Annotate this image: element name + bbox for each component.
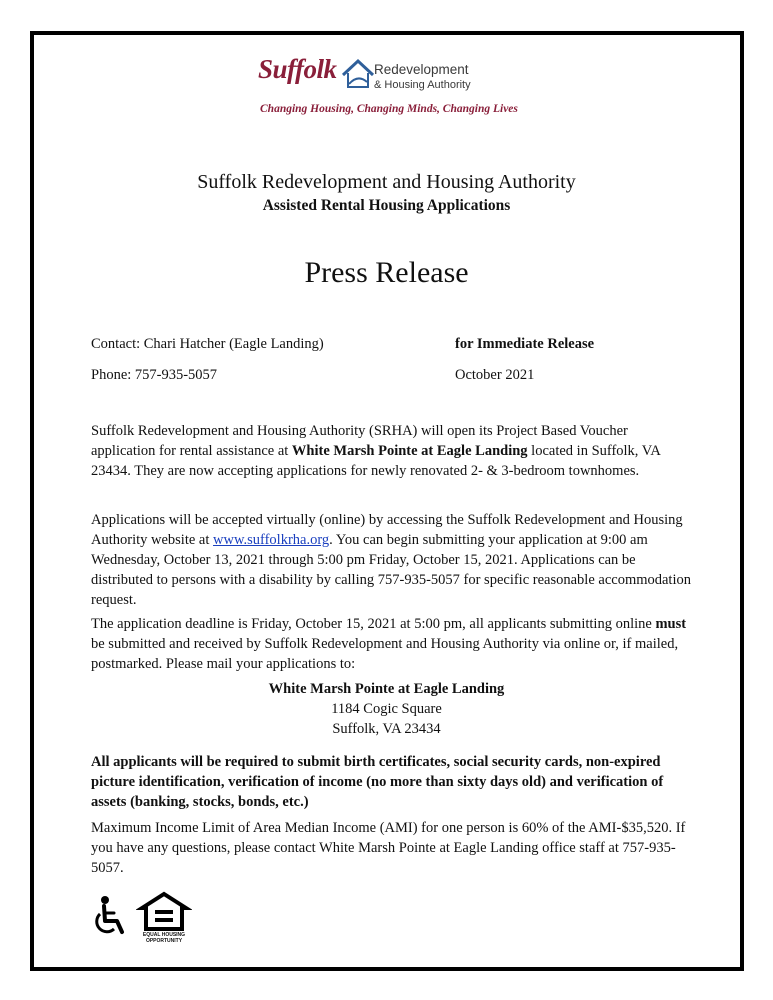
address-name: White Marsh Pointe at Eagle Landing [268, 681, 505, 697]
wheelchair-icon [92, 895, 128, 937]
release-label: for Immediate Release [455, 336, 595, 352]
org-title: Suffolk Redevelopment and Housing Authority [197, 171, 576, 193]
logo-tagline: Changing Housing, Changing Minds, Changing Lives [260, 103, 518, 115]
page-title: Press Release [304, 256, 469, 289]
address-street: 1184 Cogic Square [331, 701, 442, 717]
phone-line: Phone: 757-935-5057 [91, 367, 218, 383]
release-date: October 2021 [455, 367, 535, 383]
srha-logo [258, 54, 518, 124]
equal-housing-opportunity-icon [136, 891, 192, 945]
logo-org-line2: & Housing Authority [374, 79, 471, 91]
must-emphasis: must [655, 616, 687, 632]
logo-wordmark: Suffolk [258, 54, 337, 84]
doc-subtitle: Assisted Rental Housing Applications [262, 197, 511, 214]
eho-label-line2: OPPORTUNITY [145, 938, 183, 944]
address-city: Suffolk, VA 23434 [332, 721, 441, 737]
eho-label-line1: EQUAL HOUSING [142, 932, 186, 938]
paragraph-online: Applications will be accepted virtually (online) by accessing the Suffolk Redevelopment and Housing Authority website at www.suffolkrha.org. You can begin submitting your application at 9:00 am Wednesday, October 13, 2021 through 5:00 pm Friday, October 15, 2021. Applications can be distributed to persons with a disability by calling 757-935-5057 for specific reasonable accommodation request. [91, 512, 691, 608]
requirements-paragraph: All applicants will be required to submit birth certificates, social security cards, non-expired picture identification, verification of income (no more than sixty days old) and verification of assets (banking, stocks, bonds, etc.) [91, 754, 664, 810]
property-name: White Marsh Pointe at Eagle Landing [291, 443, 528, 459]
income-paragraph: Maximum Income Limit of Area Median Income (AMI) for one person is 60% of the AMI-$35,520. If you have any questions, please contact White Marsh Pointe at Eagle Landing office staff at 757-935-5057. [91, 820, 686, 876]
paragraph-intro: Suffolk Redevelopment and Housing Authority (SRHA) will open its Project Based Voucher application for rental assistance at White Marsh Pointe at Eagle Landing located in Suffolk, VA 23434. They are now accepting applications for newly renovated 2- & 3-bedroom townhomes. [91, 423, 661, 479]
contact-line: Contact: Chari Hatcher (Eagle Landing) [91, 336, 324, 352]
house-icon [341, 56, 375, 90]
website-link[interactable]: www.suffolkrha.org [213, 532, 330, 548]
logo-org-line1: Redevelopment [374, 62, 469, 77]
paragraph-deadline: The application deadline is Friday, October 15, 2021 at 5:00 pm, all applicants submitting online must be submitted and received by Suffolk Redevelopment and Housing Authority via online or, if mailed, postmarked. Please mail your applications to: [91, 616, 687, 672]
